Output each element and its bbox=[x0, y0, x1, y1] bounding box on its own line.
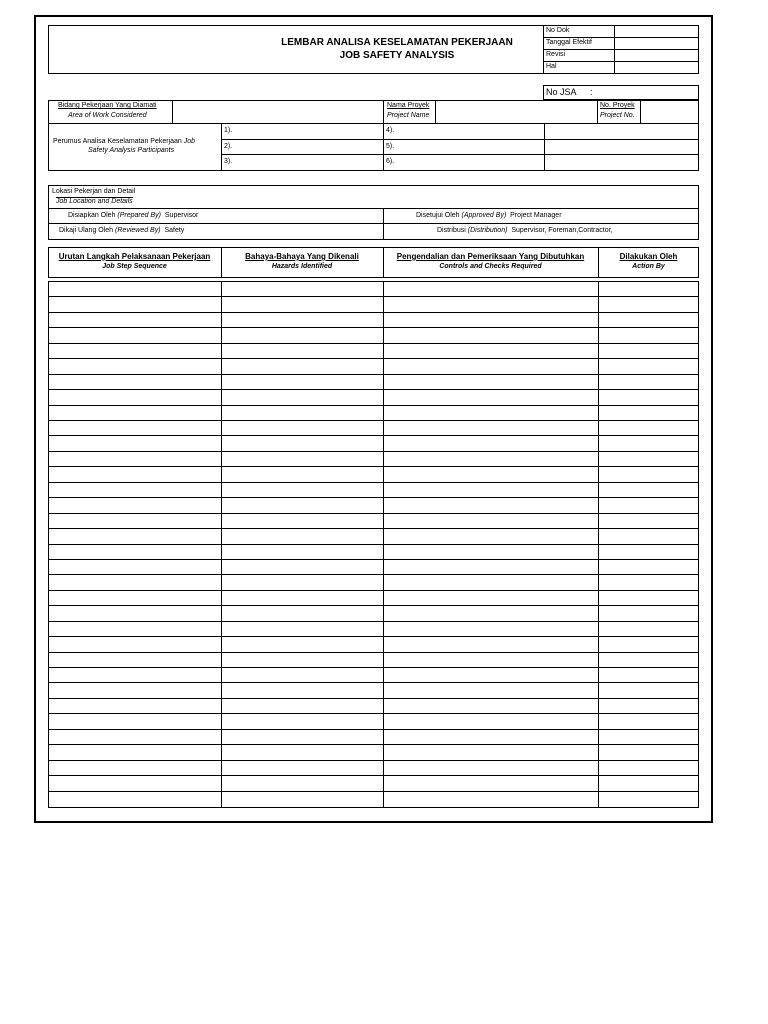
column-header-action-by-en: Action By bbox=[632, 263, 665, 270]
table-cell[interactable] bbox=[222, 545, 383, 559]
table-cell[interactable] bbox=[49, 637, 221, 651]
table-cell[interactable] bbox=[49, 560, 221, 574]
jsa-number-colon: : bbox=[590, 87, 593, 97]
participant-slot-2[interactable]: 2). bbox=[224, 143, 233, 150]
table-cell[interactable] bbox=[599, 714, 699, 728]
table-cell[interactable] bbox=[599, 375, 699, 389]
table-cell[interactable] bbox=[222, 359, 383, 373]
job-location-label-id: Lokasi Pekerjan dan Detail bbox=[52, 188, 136, 195]
table-cell[interactable] bbox=[49, 313, 221, 327]
participant-slot-5[interactable]: 5). bbox=[386, 143, 395, 150]
table-cell[interactable] bbox=[222, 421, 383, 435]
table-cell[interactable] bbox=[49, 792, 221, 806]
table-cell[interactable] bbox=[599, 745, 699, 759]
table-cell[interactable] bbox=[384, 591, 598, 605]
table-cell[interactable] bbox=[49, 467, 221, 481]
table-cell[interactable] bbox=[49, 683, 221, 697]
jsa-number-label: No JSA bbox=[546, 87, 577, 97]
table-cell[interactable] bbox=[384, 653, 598, 667]
table-cell[interactable] bbox=[49, 498, 221, 512]
table-cell[interactable] bbox=[222, 606, 383, 620]
table-cell[interactable] bbox=[222, 560, 383, 574]
project-name-label-en: Project Name bbox=[387, 112, 430, 119]
table-cell[interactable] bbox=[384, 297, 598, 311]
table-cell[interactable] bbox=[384, 529, 598, 543]
table-cell[interactable] bbox=[599, 699, 699, 713]
table-cell[interactable] bbox=[384, 699, 598, 713]
table-cell[interactable] bbox=[384, 344, 598, 358]
job-steps-table bbox=[48, 281, 699, 808]
table-cell[interactable] bbox=[49, 375, 221, 389]
table-cell[interactable] bbox=[599, 545, 699, 559]
table-cell[interactable] bbox=[384, 421, 598, 435]
table-cell[interactable] bbox=[222, 514, 383, 528]
table-cell[interactable] bbox=[222, 792, 383, 806]
approved-by[interactable]: Disetujui Oleh (Approved By) Project Manager bbox=[416, 212, 562, 219]
project-name-field[interactable] bbox=[436, 101, 596, 122]
reviewed-by[interactable]: Dikaji Ulang Oleh (Reviewed By) Safety bbox=[59, 227, 185, 234]
table-cell[interactable] bbox=[384, 406, 598, 420]
table-cell[interactable] bbox=[599, 560, 699, 574]
table-cell[interactable] bbox=[49, 575, 221, 589]
meta-label-revision: Revisi bbox=[546, 51, 566, 58]
table-cell[interactable] bbox=[599, 730, 699, 744]
column-header-action-by-id: Dilakukan Oleh bbox=[619, 252, 678, 261]
table-cell[interactable] bbox=[49, 514, 221, 528]
table-cell[interactable] bbox=[384, 637, 598, 651]
table-cell[interactable] bbox=[599, 591, 699, 605]
table-cell[interactable] bbox=[222, 761, 383, 775]
participants-label-en: Safety Analysis Participants bbox=[88, 147, 175, 154]
table-cell[interactable] bbox=[49, 730, 221, 744]
table-cell[interactable] bbox=[222, 776, 383, 790]
meta-label-page: Hal bbox=[546, 63, 557, 70]
participant-slot-3[interactable]: 3). bbox=[224, 158, 233, 165]
table-cell[interactable] bbox=[222, 668, 383, 682]
table-cell[interactable] bbox=[49, 668, 221, 682]
table-cell[interactable] bbox=[599, 328, 699, 342]
meta-label-effective-date: Tanggal Efektif bbox=[546, 39, 592, 46]
table-cell[interactable] bbox=[49, 359, 221, 373]
table-cell[interactable] bbox=[384, 514, 598, 528]
project-no-label-en: Project No. bbox=[600, 112, 635, 119]
table-cell[interactable] bbox=[384, 545, 598, 559]
table-cell[interactable] bbox=[222, 591, 383, 605]
meta-revision-field[interactable] bbox=[615, 50, 698, 61]
table-cell[interactable] bbox=[222, 406, 383, 420]
table-cell[interactable] bbox=[599, 467, 699, 481]
table-cell[interactable] bbox=[599, 498, 699, 512]
table-cell[interactable] bbox=[222, 390, 383, 404]
table-cell[interactable] bbox=[384, 467, 598, 481]
table-cell[interactable] bbox=[222, 282, 383, 296]
table-cell[interactable] bbox=[599, 436, 699, 450]
area-of-work-label-en: Area of Work Considered bbox=[68, 112, 147, 119]
participant-slot-4[interactable]: 4). bbox=[386, 127, 395, 134]
table-cell[interactable] bbox=[384, 683, 598, 697]
table-cell[interactable] bbox=[49, 714, 221, 728]
table-cell[interactable] bbox=[599, 483, 699, 497]
job-location-label-en: Job Location and Details bbox=[56, 198, 133, 205]
table-cell[interactable] bbox=[384, 668, 598, 682]
table-cell[interactable] bbox=[384, 560, 598, 574]
table-cell[interactable] bbox=[384, 452, 598, 466]
table-cell[interactable] bbox=[384, 282, 598, 296]
table-cell[interactable] bbox=[222, 297, 383, 311]
column-header-controls-id: Pengendalian dan Pemeriksaan Yang Dibutuhkan bbox=[396, 252, 585, 261]
table-cell[interactable] bbox=[49, 436, 221, 450]
meta-label-doc-no: No Dok bbox=[546, 27, 570, 34]
table-cell[interactable] bbox=[49, 745, 221, 759]
table-cell[interactable] bbox=[49, 344, 221, 358]
table-cell[interactable] bbox=[49, 406, 221, 420]
participants-label-id: Perumus Analisa Keselamatan Pekerjaan Job bbox=[53, 138, 196, 145]
table-cell[interactable] bbox=[49, 761, 221, 775]
table-cell[interactable] bbox=[599, 683, 699, 697]
table-cell[interactable] bbox=[599, 622, 699, 636]
table-cell[interactable] bbox=[49, 421, 221, 435]
table-cell[interactable] bbox=[599, 297, 699, 311]
table-cell[interactable] bbox=[599, 653, 699, 667]
table-cell[interactable] bbox=[599, 529, 699, 543]
table-cell[interactable] bbox=[49, 328, 221, 342]
table-cell[interactable] bbox=[49, 653, 221, 667]
table-cell[interactable] bbox=[599, 761, 699, 775]
table-cell[interactable] bbox=[384, 761, 598, 775]
area-of-work-field[interactable] bbox=[173, 101, 382, 122]
table-cell[interactable] bbox=[49, 282, 221, 296]
table-cell[interactable] bbox=[49, 622, 221, 636]
meta-doc-no-field[interactable] bbox=[615, 26, 698, 37]
area-of-work-label-id: Bidang Pekerjaan Yang Diamati bbox=[58, 102, 157, 109]
table-cell[interactable] bbox=[222, 745, 383, 759]
distribution[interactable]: Distribusi (Distribution) Supervisor, Foreman,Contractor, bbox=[437, 227, 613, 234]
table-cell[interactable] bbox=[599, 282, 699, 296]
table-cell[interactable] bbox=[384, 313, 598, 327]
table-cell[interactable] bbox=[222, 328, 383, 342]
table-cell[interactable] bbox=[599, 637, 699, 651]
project-name-label-id: Nama Proyek bbox=[387, 102, 430, 109]
table-cell[interactable] bbox=[384, 606, 598, 620]
table-cell[interactable] bbox=[49, 529, 221, 543]
table-cell[interactable] bbox=[599, 514, 699, 528]
table-cell[interactable] bbox=[599, 668, 699, 682]
project-no-field[interactable] bbox=[641, 101, 698, 122]
table-cell[interactable] bbox=[222, 313, 383, 327]
column-header-hazards-en: Hazards Identified bbox=[271, 263, 333, 270]
table-cell[interactable] bbox=[49, 483, 221, 497]
table-cell[interactable] bbox=[599, 344, 699, 358]
table-cell[interactable] bbox=[384, 359, 598, 373]
project-no-label-id: No. Proyek bbox=[600, 102, 635, 109]
table-cell[interactable] bbox=[222, 467, 383, 481]
table-cell[interactable] bbox=[599, 606, 699, 620]
table-cell[interactable] bbox=[49, 390, 221, 404]
table-cell[interactable] bbox=[222, 622, 383, 636]
form-title-id: LEMBAR ANALISA KESELAMATAN PEKERJAAN bbox=[281, 37, 513, 48]
table-cell[interactable] bbox=[222, 575, 383, 589]
table-cell[interactable] bbox=[384, 776, 598, 790]
table-cell[interactable] bbox=[222, 653, 383, 667]
table-cell[interactable] bbox=[49, 545, 221, 559]
form-title-en: JOB SAFETY ANALYSIS bbox=[339, 50, 455, 61]
table-cell[interactable] bbox=[384, 575, 598, 589]
column-header-controls-en: Controls and Checks Required bbox=[439, 263, 542, 270]
column-header-hazards-id: Bahaya-Bahaya Yang Dikenali bbox=[245, 252, 359, 261]
table-cell[interactable] bbox=[222, 699, 383, 713]
table-cell[interactable] bbox=[49, 776, 221, 790]
table-cell[interactable] bbox=[222, 375, 383, 389]
table-cell[interactable] bbox=[599, 776, 699, 790]
table-cell[interactable] bbox=[384, 328, 598, 342]
table-cell[interactable] bbox=[49, 297, 221, 311]
table-cell[interactable] bbox=[222, 730, 383, 744]
prepared-by[interactable]: Disiapkan Oleh (Prepared By) Supervisor bbox=[68, 212, 199, 219]
table-cell[interactable] bbox=[384, 622, 598, 636]
table-cell[interactable] bbox=[222, 344, 383, 358]
table-cell[interactable] bbox=[599, 575, 699, 589]
table-cell[interactable] bbox=[384, 375, 598, 389]
table-cell[interactable] bbox=[222, 637, 383, 651]
table-cell[interactable] bbox=[384, 436, 598, 450]
table-cell[interactable] bbox=[599, 390, 699, 404]
table-cell[interactable] bbox=[599, 452, 699, 466]
table-cell[interactable] bbox=[49, 591, 221, 605]
table-cell[interactable] bbox=[384, 714, 598, 728]
table-cell[interactable] bbox=[384, 390, 598, 404]
table-cell[interactable] bbox=[49, 699, 221, 713]
table-cell[interactable] bbox=[384, 730, 598, 744]
column-header-job-step-id: Urutan Langkah Pelaksanaan Pekerjaan bbox=[58, 252, 211, 261]
table-cell[interactable] bbox=[384, 498, 598, 512]
table-cell[interactable] bbox=[222, 714, 383, 728]
column-header-job-step-en: Job Step Sequence bbox=[102, 263, 167, 270]
table-cell[interactable] bbox=[222, 683, 383, 697]
table-cell[interactable] bbox=[384, 483, 598, 497]
table-cell[interactable] bbox=[222, 498, 383, 512]
table-cell[interactable] bbox=[222, 529, 383, 543]
table-cell[interactable] bbox=[599, 406, 699, 420]
table-cell[interactable] bbox=[222, 483, 383, 497]
meta-page-field[interactable] bbox=[615, 62, 698, 73]
table-cell[interactable] bbox=[599, 421, 699, 435]
participant-slot-6[interactable]: 6). bbox=[386, 158, 395, 165]
meta-effective-date-field[interactable] bbox=[615, 38, 698, 49]
participant-slot-1[interactable]: 1). bbox=[224, 127, 233, 134]
table-cell[interactable] bbox=[384, 745, 598, 759]
table-cell[interactable] bbox=[222, 436, 383, 450]
table-cell[interactable] bbox=[384, 792, 598, 806]
table-cell[interactable] bbox=[599, 359, 699, 373]
table-cell[interactable] bbox=[599, 313, 699, 327]
table-cell[interactable] bbox=[49, 606, 221, 620]
table-cell[interactable] bbox=[49, 452, 221, 466]
table-cell[interactable] bbox=[222, 452, 383, 466]
table-cell[interactable] bbox=[599, 792, 699, 806]
